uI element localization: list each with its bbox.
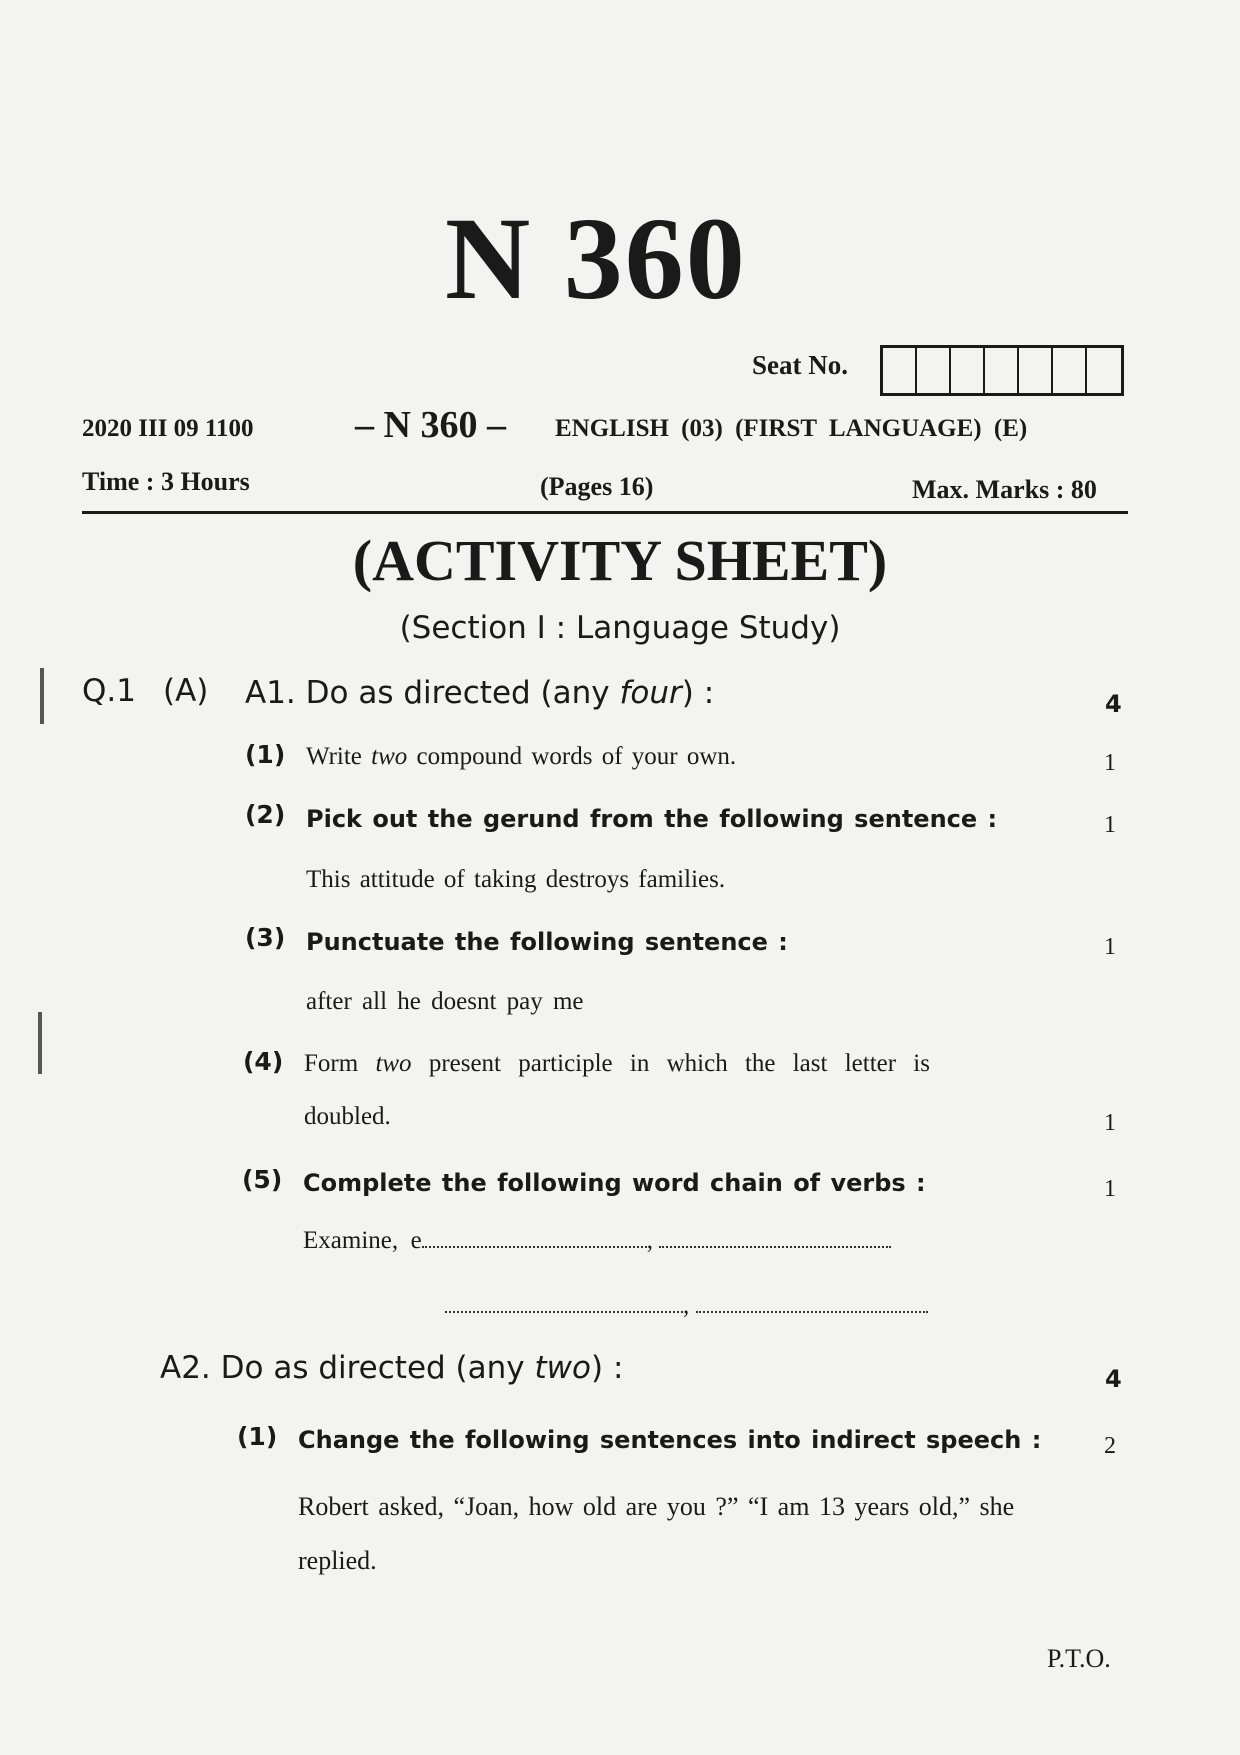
item-number: (5) bbox=[242, 1165, 283, 1194]
item-text: Punctuate the following sentence : bbox=[306, 928, 788, 956]
item-example: after all he doesnt pay me bbox=[306, 988, 584, 1015]
subject-title: ENGLISH (03) (FIRST LANGUAGE) (E) bbox=[555, 415, 1028, 442]
section-title: (Section I : Language Study) bbox=[399, 610, 841, 646]
word-chain-line-2: , bbox=[445, 1292, 928, 1320]
item-marks: 2 bbox=[1104, 1433, 1116, 1459]
blank-line[interactable] bbox=[445, 1310, 683, 1313]
time-allowed: Time : 3 Hours bbox=[82, 467, 250, 496]
question-label: Q.1 bbox=[82, 673, 136, 709]
blank-line[interactable] bbox=[422, 1245, 647, 1248]
seat-digit-box[interactable] bbox=[1019, 348, 1053, 393]
item-text: Write two compound words of your own. bbox=[306, 743, 737, 770]
please-turn-over: P.T.O. bbox=[1047, 1644, 1111, 1673]
exam-code: 2020 III 09 1100 bbox=[82, 415, 254, 442]
item-marks: 1 bbox=[1104, 1176, 1116, 1202]
item-text-continued: doubled. bbox=[304, 1103, 391, 1130]
item-number: (1) bbox=[237, 1422, 278, 1451]
item-marks: 1 bbox=[1104, 812, 1116, 838]
item-marks: 1 bbox=[1104, 750, 1116, 776]
seat-number-label: Seat No. bbox=[752, 350, 848, 380]
item-number: (3) bbox=[245, 923, 286, 952]
a1-heading: A1. Do as directed (any four) : bbox=[245, 675, 715, 711]
max-marks: Max. Marks : 80 bbox=[912, 475, 1097, 504]
item-marks: 1 bbox=[1104, 934, 1116, 960]
item-text: Complete the following word chain of verbs : bbox=[303, 1169, 926, 1197]
a2-marks: 4 bbox=[1105, 1365, 1122, 1393]
header-divider bbox=[82, 511, 1128, 514]
item-example: This attitude of taking destroys families. bbox=[306, 866, 726, 893]
question-part: (A) bbox=[163, 673, 209, 709]
page-count: (Pages 16) bbox=[540, 472, 654, 501]
item-number: (2) bbox=[245, 800, 286, 829]
item-text: Form two present participle in which the last letter is bbox=[304, 1050, 930, 1077]
word-chain-line-1: Examine, e , bbox=[303, 1227, 891, 1255]
margin-mark bbox=[40, 668, 44, 724]
seat-digit-box[interactable] bbox=[1087, 348, 1121, 393]
item-number: (4) bbox=[243, 1047, 284, 1076]
blank-line[interactable] bbox=[659, 1245, 891, 1248]
seat-digit-box[interactable] bbox=[1053, 348, 1087, 393]
seat-digit-box[interactable] bbox=[917, 348, 951, 393]
margin-mark bbox=[38, 1012, 42, 1074]
paper-code-inline: – N 360 – bbox=[355, 404, 506, 446]
seat-digit-box[interactable] bbox=[951, 348, 985, 393]
a2-heading: A2. Do as directed (any two) : bbox=[160, 1350, 624, 1386]
item-text: Change the following sentences into indirect speech : bbox=[298, 1426, 1042, 1454]
item-marks: 1 bbox=[1104, 1110, 1116, 1136]
a1-marks: 4 bbox=[1105, 690, 1122, 718]
seat-number-boxes[interactable] bbox=[880, 345, 1124, 396]
blank-line[interactable] bbox=[696, 1310, 928, 1313]
item-number: (1) bbox=[245, 740, 286, 769]
paper-code-large: N 360 bbox=[445, 193, 747, 324]
sheet-title: (ACTIVITY SHEET) bbox=[352, 528, 888, 593]
seat-digit-box[interactable] bbox=[985, 348, 1019, 393]
item-example-continued: replied. bbox=[298, 1546, 377, 1575]
seat-digit-box[interactable] bbox=[883, 348, 917, 393]
item-example: Robert asked, “Joan, how old are you ?” “I am 13 years old,” she bbox=[298, 1492, 1015, 1521]
item-text: Pick out the gerund from the following sentence : bbox=[306, 805, 998, 833]
